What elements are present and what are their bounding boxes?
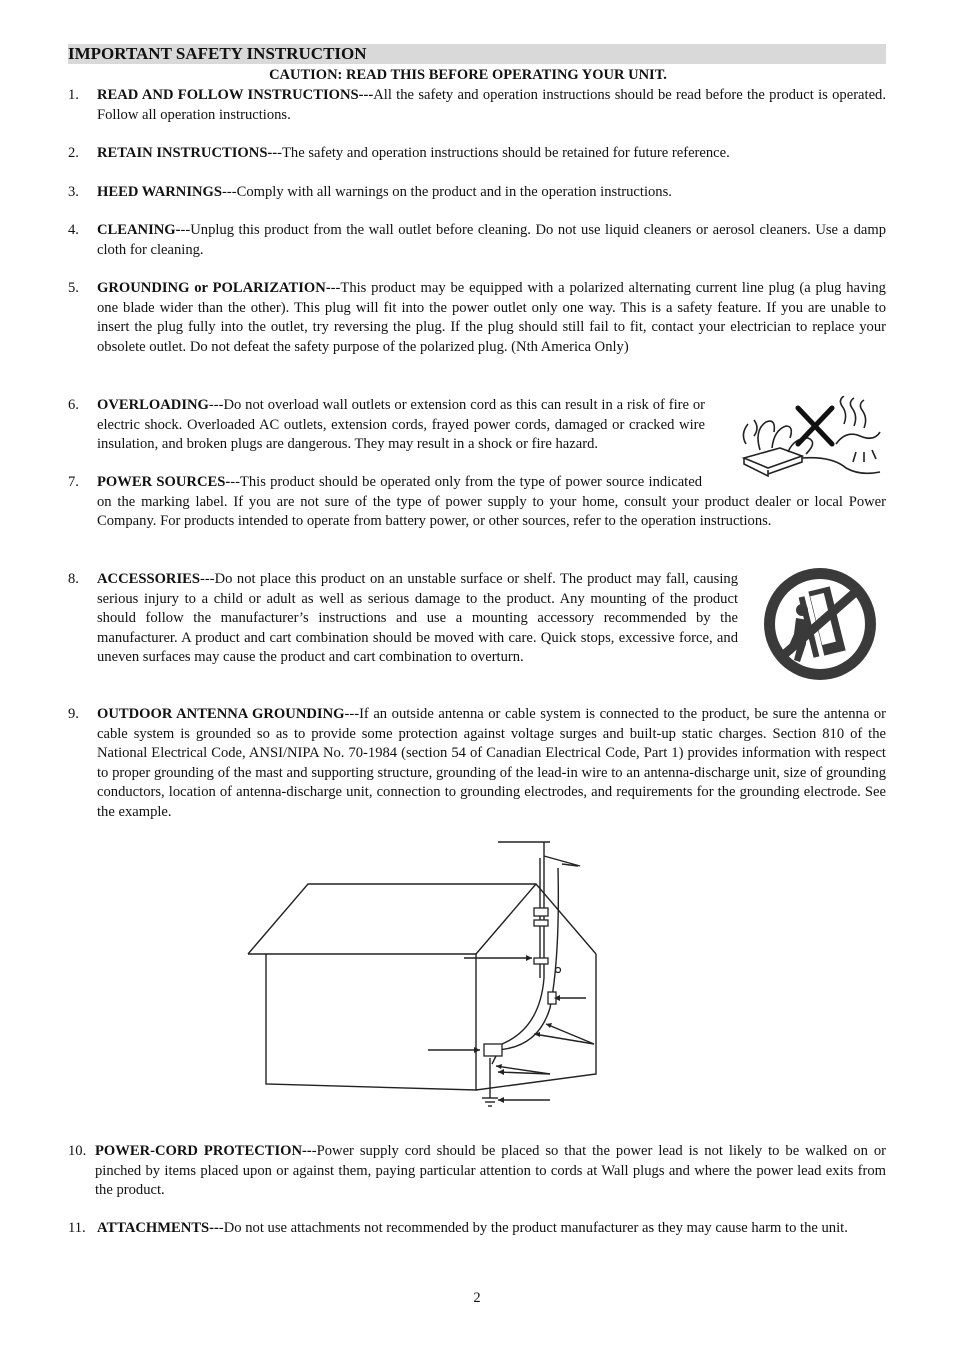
item-number: 2. xyxy=(68,145,79,161)
instruction-item-4 xyxy=(68,221,886,260)
item-text: ---Do not overload wall outlets or extension cord as this can result in a risk of fire or electric shock. Overloaded AC outlets, extension cords, frayed power cords, damaged or cracked wire insulation, and broken plugs are dangerous. They may result in a shock or fire hazard. xyxy=(97,397,705,452)
item-number: 9. xyxy=(68,706,79,722)
item-title: POWER-CORD PROTECTION-- xyxy=(95,1143,312,1159)
item-title: ACCESSORIES xyxy=(97,571,201,587)
item-text: ---Do not place this product on an unstable surface or shelf. The product may fall, causing serious injury to a child or adult as well as serious damage to the product. Any mounting of the product should follow the manufacturer’s instructions and use a mounting accessory recommended by the manufacturer. A product and cart combination should be moved with care. Quick stops, excessive force, and uneven surfaces may cause the product and cart combination to overturn. xyxy=(97,571,738,665)
item-title: CLEANING- xyxy=(97,222,181,238)
instruction-item-1 xyxy=(68,86,886,125)
instruction-item-9 xyxy=(68,705,886,822)
instruction-item-8 xyxy=(68,570,738,668)
item-text: -Power supply cord should be placed so that the power lead is not likely to be walked on or pinched by items placed upon or against them, paying particular attention to cords at Wall plugs and where the power lead exits from the product. xyxy=(95,1143,886,1198)
item-text: --Unplug this product from the wall outlet before cleaning. Do not use liquid cleaners or aerosol cleaners. Use a damp cloth for cleaning. xyxy=(97,222,886,258)
item-number: 8. xyxy=(68,571,79,587)
item-title: HEED WARNINGS xyxy=(97,184,223,200)
item-title: ATTACHMENTS-- xyxy=(97,1220,219,1236)
item-number: 5. xyxy=(68,280,79,296)
item-number: 1. xyxy=(68,87,79,103)
instruction-item-11 xyxy=(68,1219,886,1239)
instruction-item-10 xyxy=(68,1142,886,1201)
item-text: All the safety and operation instructions should be read before the product is operated. Follow all operation instructions. xyxy=(97,87,887,123)
caution-line: CAUTION: READ THIS BEFORE OPERATING YOUR UNIT. xyxy=(269,67,667,83)
instruction-item-3 xyxy=(68,183,886,203)
cart-tip-over-warning-icon xyxy=(756,562,884,686)
item-title: OVERLOADING xyxy=(97,397,209,413)
item-title: RETAIN INSTRUCTIONS-- xyxy=(97,145,278,161)
section-heading: IMPORTANT SAFETY INSTRUCTION xyxy=(68,44,886,64)
item-title: POWER SOURCES- xyxy=(97,474,231,490)
item-number: 11. xyxy=(68,1220,86,1236)
item-title: GROUNDING or POLARIZATION- xyxy=(97,280,331,296)
item-number: 10. xyxy=(68,1143,87,1159)
page-number: 2 xyxy=(473,1290,481,1306)
item-title: OUTDOOR ANTENNA GROUNDING xyxy=(97,706,345,722)
item-title: READ AND FOLLOW INSTRUCTIONS--- xyxy=(97,87,374,103)
item-text: --This product may be equipped with a polarized alternating current line plug (a plug having one blade wider than the other). This plug will fit into the power outlet only one way. This is a safety feature. If you are unable to insert the plug fully into the outlet, try reversing the plug. If the plug should still fail to fit, contact your electrician to replace your obsolete outlet. Do not defeat the safety purpose of the polarized plug. (Nth America Only) xyxy=(97,280,886,355)
item-number: 4. xyxy=(68,222,79,238)
instruction-item-7 xyxy=(68,473,886,532)
overloaded-outlet-illustration xyxy=(736,396,886,482)
item-text: ---Comply with all warnings on the product and in the operation instructions. xyxy=(222,184,672,200)
item-text: -The safety and operation instructions should be retained for future reference. xyxy=(277,145,730,161)
instruction-item-2 xyxy=(68,144,886,164)
item-text: ---If an outside antenna or cable system is connected to the product, be sure the antenna or cable system is grounded so as to provide some protection against voltage surges and built-up static charges. Section 810 of the National Electrical Code, ANSI/NIPA No. 70-1984 (section 54 of Canadian Electrical Code, Part 1) provides information with respect to proper grounding of the mast and supporting structure, grounding of the lead-in wire to an antenna-discharge unit, size of grounding conductors, location of antenna-discharge unit, connection to grounding electrodes, and requirements for the grounding electrode. See the example. xyxy=(97,706,886,820)
item-number: 3. xyxy=(68,184,79,200)
item-text: -Do not use attachments not recommended by the product manufacturer as they may cause harm to the unit. xyxy=(218,1220,848,1236)
antenna-grounding-diagram xyxy=(240,838,610,1114)
instruction-item-6 xyxy=(68,396,705,455)
item-number: 6. xyxy=(68,397,79,413)
item-text: --This product should be operated only from the type of power source indicated on the marking label. If you are not sure of the type of power supply to your home, consult your product dealer or local Power Company. For products intended to operate from battery power, or other sources, refer to the operation instructions. xyxy=(97,474,886,529)
item-number: 7. xyxy=(68,474,79,490)
instruction-item-5 xyxy=(68,279,886,357)
